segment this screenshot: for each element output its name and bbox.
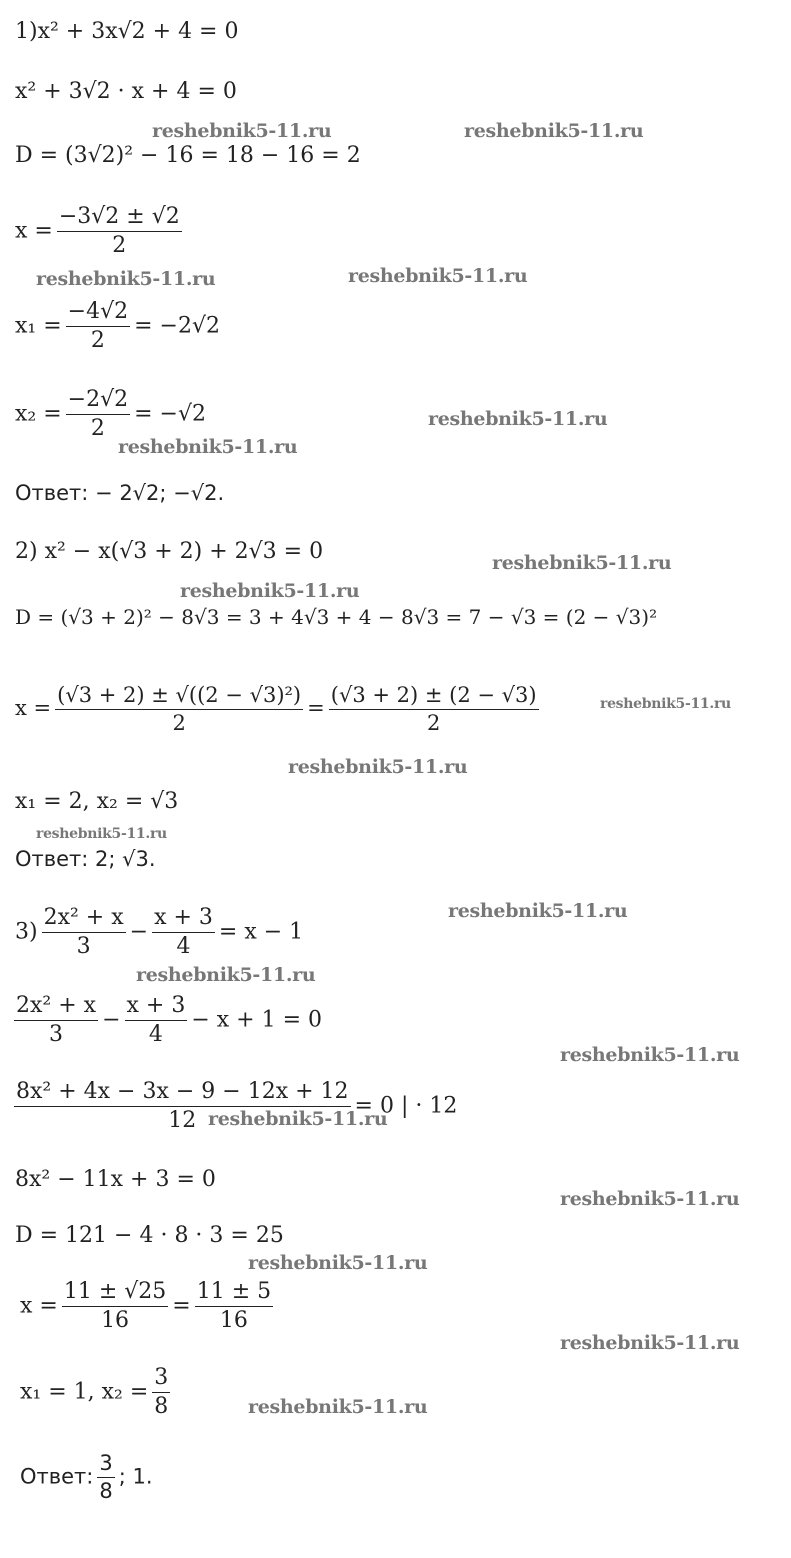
watermark: reshebnik5-11.ru [464, 120, 644, 142]
p2-answer: Ответ: 2; √3. [15, 847, 156, 871]
p3-s3-den: 12 [14, 1106, 351, 1133]
p3-answer [20, 1452, 153, 1503]
p3-s2-right: − x + 1 = 0 [191, 1007, 322, 1033]
watermark: reshebnik5-11.ru [118, 436, 298, 458]
p3-x2-den: 8 [154, 1394, 169, 1420]
p3-r-f1-den: 16 [62, 1306, 168, 1333]
p3-answer-suffix: ; 1. [118, 1464, 153, 1489]
p3-answer-fraction [97, 1452, 114, 1503]
p3-r-f1-num: 11 ± √25 [63, 1279, 167, 1304]
watermark: reshebnik5-11.ru [180, 580, 360, 602]
p1-x2-den: 2 [66, 414, 130, 441]
p1-roots-formula [15, 205, 186, 258]
p3-step2 [10, 994, 322, 1047]
p1-x1-den: 2 [66, 326, 130, 353]
p3-r-f2-num: 11 ± 5 [196, 1279, 272, 1304]
p3-answer-den: 8 [99, 1479, 113, 1504]
p2-fraction-2-num: (√3 + 2) ± (2 − √3) [330, 683, 537, 707]
p2-equals: = [307, 696, 325, 721]
watermark: reshebnik5-11.ru [348, 265, 528, 287]
p1-answer: Ответ: − 2√2; −√2. [15, 481, 225, 505]
p3-eq-minus: − [129, 919, 149, 945]
watermark: reshebnik5-11.ru [428, 408, 608, 430]
watermark: reshebnik5-11.ru [600, 696, 731, 712]
p3-s3-right: = 0 | · 12 [354, 1093, 458, 1119]
p1-equation: 1)x² + 3x√2 + 4 = 0 [15, 19, 239, 44]
p2-discriminant: D = (√3 + 2)² − 8√3 = 3 + 4√3 + 4 − 8√3 = 7 − √3 = (2 − √3)² [15, 605, 658, 629]
p3-s2-minus: − [102, 1007, 121, 1033]
p1-fraction [57, 205, 182, 258]
p2-roots: x₁ = 2, x₂ = √3 [15, 789, 179, 814]
p3-r-equals: = [172, 1293, 191, 1319]
p1-x2-result: = −√2 [134, 401, 206, 427]
watermark: reshebnik5-11.ru [248, 1252, 428, 1274]
p3-r-f2-den: 16 [195, 1306, 273, 1333]
watermark: reshebnik5-11.ru [448, 900, 628, 922]
p1-fraction-num: −3√2 ± √2 [58, 204, 180, 229]
p1-x1-label: x₁ = [15, 313, 62, 339]
p3-quadratic: 8x² − 11x + 3 = 0 [15, 1167, 216, 1192]
p3-eq-right: = x − 1 [218, 919, 304, 945]
p3-eq-f1-num: 2x² + x [43, 905, 124, 930]
p1-x1-result: = −2√2 [134, 313, 220, 339]
p3-s2-f2-num: x + 3 [126, 993, 186, 1018]
watermark: reshebnik5-11.ru [560, 1332, 740, 1354]
p2-fraction-2 [329, 684, 539, 735]
p1-x-label: x = [15, 218, 53, 244]
watermark: reshebnik5-11.ru [136, 964, 316, 986]
p1-discriminant: D = (3√2)² − 16 = 18 − 16 = 2 [15, 143, 361, 168]
p1-fraction-den: 2 [57, 231, 182, 258]
watermark: reshebnik5-11.ru [560, 1188, 740, 1210]
p1-x2-fraction [66, 388, 130, 441]
p3-x2-num: 3 [154, 1365, 169, 1390]
p3-discriminant: D = 121 − 4 · 8 · 3 = 25 [15, 1223, 284, 1248]
p2-fraction-1-den: 2 [55, 709, 303, 735]
p3-s3-num: 8x² + 4x − 3x − 9 − 12x + 12 [16, 1079, 349, 1104]
p3-label: 3) [15, 919, 38, 945]
p1-x1 [15, 300, 220, 353]
p1-x2-label: x₂ = [15, 401, 62, 427]
p2-fraction-2-den: 2 [329, 709, 539, 735]
watermark: reshebnik5-11.ru [248, 1396, 428, 1418]
p1-x2-num: −2√2 [67, 387, 129, 412]
p1-x1-num: −4√2 [67, 299, 129, 324]
p1-x1-fraction [66, 300, 130, 353]
p3-s2-f1-num: 2x² + x [16, 993, 97, 1018]
watermark: reshebnik5-11.ru [208, 1108, 388, 1130]
p3-roots-text: x₁ = 1, x₂ = [20, 1379, 149, 1405]
p3-eq-fraction-2 [152, 906, 215, 959]
watermark: reshebnik5-11.ru [36, 268, 216, 290]
p3-answer-prefix: Ответ: [20, 1464, 94, 1489]
p3-s2-f1-den: 3 [14, 1020, 98, 1047]
p2-equation: 2) x² − x(√3 + 2) + 2√3 = 0 [15, 539, 324, 564]
watermark: reshebnik5-11.ru [560, 1044, 740, 1066]
p3-roots-formula [20, 1280, 277, 1333]
p3-eq-f2-num: x + 3 [154, 905, 213, 930]
p2-roots-formula [15, 684, 543, 735]
watermark: reshebnik5-11.ru [492, 552, 672, 574]
p2-x-label: x = [15, 696, 52, 721]
p3-r-fraction-2 [195, 1280, 273, 1333]
p3-eq-f1-den: 3 [42, 932, 126, 959]
p1-x2 [15, 388, 206, 441]
watermark: reshebnik5-11.ru [36, 826, 167, 842]
p3-s2-fraction-2 [125, 994, 188, 1047]
p3-s2-fraction-1 [14, 994, 98, 1047]
watermark: reshebnik5-11.ru [288, 756, 468, 778]
p3-equation [15, 906, 303, 959]
p3-s2-f2-den: 4 [125, 1020, 188, 1047]
p3-eq-fraction-1 [42, 906, 126, 959]
p3-r-fraction-1 [62, 1280, 168, 1333]
p2-fraction-1 [55, 684, 303, 735]
p3-answer-num: 3 [99, 1451, 113, 1475]
p3-x-label: x = [20, 1293, 58, 1319]
p3-x2-fraction [152, 1366, 170, 1419]
watermark: reshebnik5-11.ru [152, 120, 332, 142]
p1-rewritten: x² + 3√2 · x + 4 = 0 [15, 79, 237, 104]
p3-roots [20, 1366, 174, 1419]
p2-fraction-1-num: (√3 + 2) ± √((2 − √3)²) [57, 683, 302, 707]
p3-eq-f2-den: 4 [152, 932, 215, 959]
